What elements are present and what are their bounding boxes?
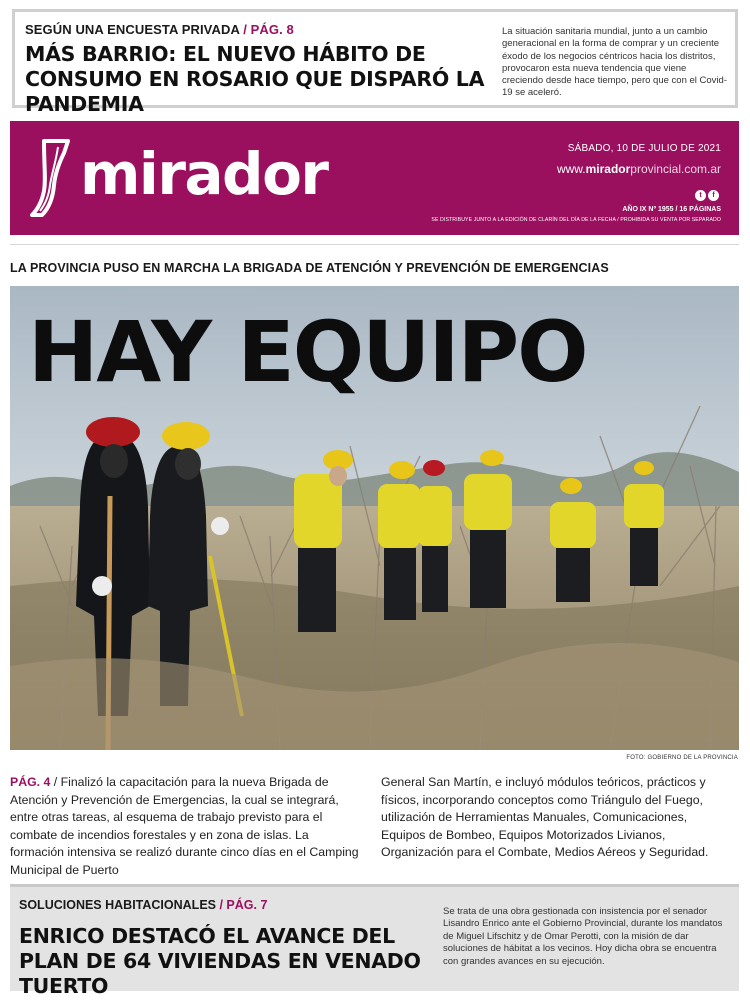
mirador-logo-icon bbox=[28, 139, 74, 219]
bottom-teaser[interactable] bbox=[10, 884, 739, 998]
masthead bbox=[10, 121, 739, 235]
bottom-teaser-headline[interactable]: ENRICO DESTACÓ EL AVANCE DEL PLAN DE 64 VIVIENDAS EN VENADO TUERTO bbox=[19, 924, 421, 998]
top-teaser-summary: La situación sanitaria mundial, junto a un cambio generacional en la forma de comprar y un creciente éxodo de los negocios céntricos hacia los distritos, provocaron esta nueva tendencia que viene creciendo desde hace tiempo, pero que con el Covid-19 se aceleró. bbox=[502, 26, 727, 99]
bottom-teaser-kicker bbox=[19, 898, 267, 912]
social-links bbox=[695, 190, 719, 201]
distribution-note: SE DISTRIBUYE JUNTO A LA EDICIÓN DE CLARÍN DEL DÍA DE LA FECHA / PROHIBIDA SU VENTA POR SEPARADO bbox=[431, 217, 721, 223]
top-teaser-page-ref[interactable]: / PÁG. 8 bbox=[243, 22, 294, 37]
website-brand: mirador bbox=[585, 162, 631, 176]
top-teaser-headline[interactable]: MÁS BARRIO: EL NUEVO HÁBITO DE CONSUMO EN ROSARIO QUE DISPARÓ LA PANDEMIA bbox=[25, 42, 485, 116]
main-story-page-ref[interactable]: PÁG. 4 bbox=[10, 775, 51, 789]
main-story-kicker: LA PROVINCIA PUSO EN MARCHA LA BRIGADA DE ATENCIÓN Y PREVENCIÓN DE EMERGENCIAS bbox=[10, 261, 609, 275]
main-headline[interactable]: HAY EQUIPO bbox=[28, 303, 587, 401]
facebook-icon[interactable]: f bbox=[708, 190, 719, 201]
twitter-icon[interactable]: t bbox=[695, 190, 706, 201]
divider bbox=[10, 244, 739, 245]
main-story-body-col2: General San Martín, e incluyó módulos teóricos, prácticos y físicos, incorporando conceptos como Triángulo del Fuego, utilización de Herramientas Manuales, Comunicaciones, Equipos de Bombeo, Equipos Motorizados Livianos, Organización para el Combate, Medios Aéreos y Seguridad. bbox=[381, 775, 709, 860]
website-suffix: provincial.com.ar bbox=[630, 162, 721, 176]
top-teaser-kicker bbox=[25, 22, 294, 37]
website-prefix: www. bbox=[556, 162, 586, 176]
top-teaser[interactable] bbox=[12, 9, 738, 116]
website-link[interactable] bbox=[557, 162, 721, 176]
edition-info: AÑO IX Nº 1955 / 16 PÁGINAS bbox=[622, 206, 721, 213]
main-story-body-col1-text: / Finalizó la capacitación para la nueva Brigada de Atención y Prevención de Emergencias, la cual se integrará, entre otras tareas, al esquema de trabajo previsto para el combate de incendios forestales y en zona de islas. La formación intensiva se realizó durante cinco días en el Camping Municipal de Puerto bbox=[10, 775, 359, 877]
bottom-teaser-kicker-text: SOLUCIONES HABITACIONALES bbox=[19, 898, 216, 912]
bottom-teaser-summary: Se trata de una obra gestionada con insistencia por el senador Lisandro Enrico ante el Gobierno Provincial, durante los mandatos de Miguel Lifschitz y de Omar Perotti, con la misión de dar soluciones de hábitat a los vecinos. Hoy dicha obra se encuentra con grandes avances en su ejecución. bbox=[443, 906, 723, 967]
bottom-teaser-page-ref[interactable]: / PÁG. 7 bbox=[219, 898, 268, 912]
masthead-logo[interactable]: mirador bbox=[80, 140, 328, 208]
top-teaser-kicker-text: SEGÚN UNA ENCUESTA PRIVADA bbox=[25, 22, 240, 37]
main-story-photo[interactable] bbox=[10, 286, 739, 750]
photo-credit: FOTO: GOBIERNO DE LA PROVINCIA bbox=[626, 755, 738, 761]
main-story-body-col1 bbox=[10, 774, 360, 880]
issue-date: SÁBADO, 10 DE JULIO DE 2021 bbox=[567, 143, 721, 154]
